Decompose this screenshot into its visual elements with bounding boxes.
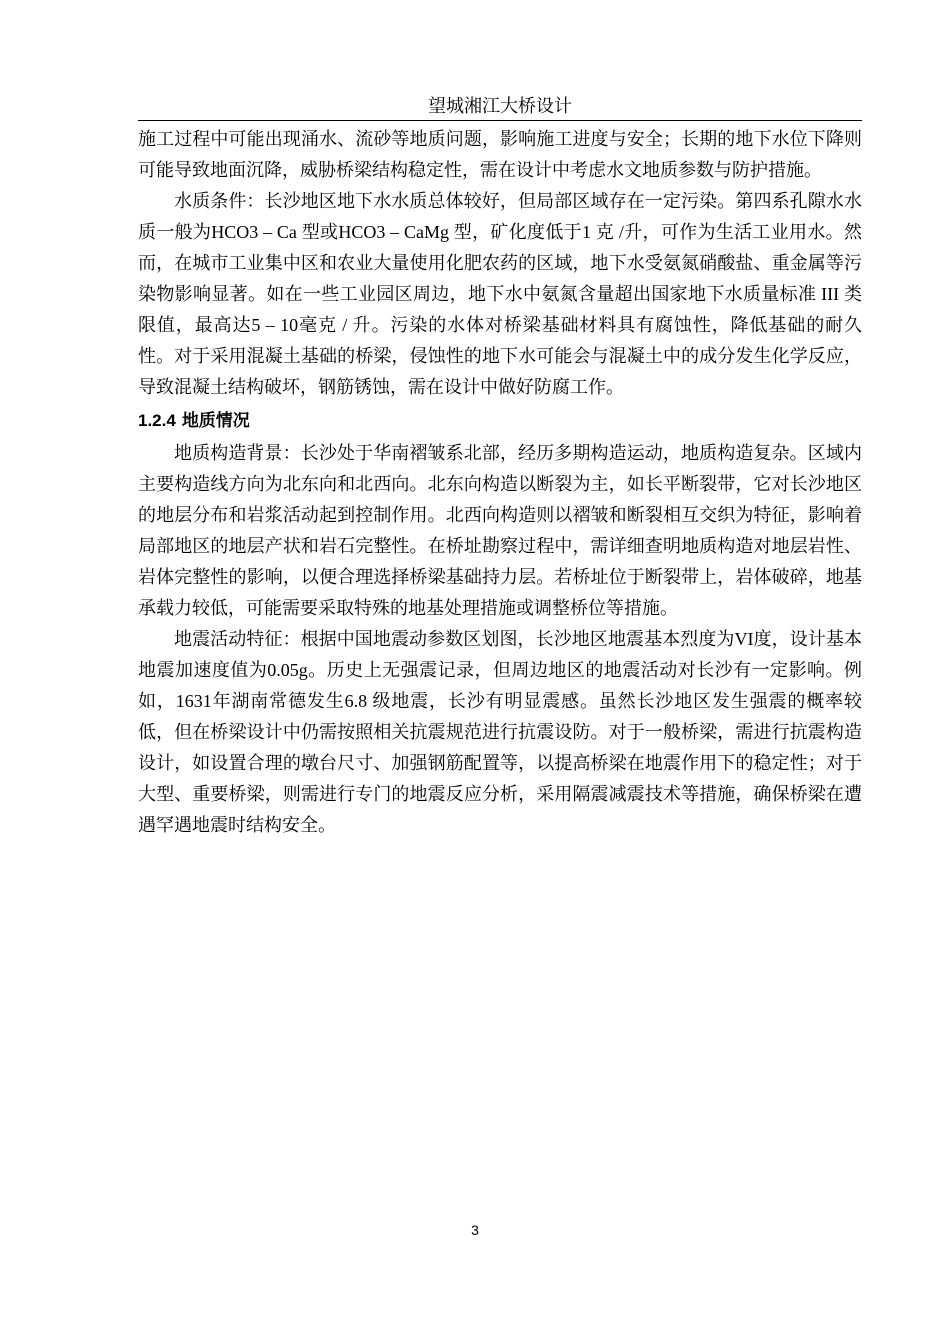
section-heading (138, 403, 862, 438)
paragraph-seismic-activity: 地震活动特征：根据中国地震动参数区划图，长沙地区地震基本烈度为VI度，设计基本地震加速度值为0.05g。历史上无强震记录，但周边地区的地震活动对长沙有一定影响。例如，1631年湖南常德发生6.8 级地震，长沙有明显震感。虽然长沙地区发生强震的概率较低，但在桥梁设计中仍需按照相关抗震规范进行抗震设防。对于一般桥梁，需进行抗震构造设计，如设置合理的墩台尺寸、加强钢筋配置等，以提高桥梁在地震作用下的稳定性；对于大型、重要桥梁，则需进行专门的地震反应分析，采用隔震减震技术等措施，确保桥梁在遭遇罕遇地震时结构安全。 (138, 629, 862, 835)
page-number: 3 (471, 1222, 479, 1238)
paragraph-groundwater-continued: 施工过程中可能出现涌水、流砂等地质问题，影响施工进度与安全；长期的地下水位下降则可能导致地面沉降，威胁桥梁结构稳定性，需在设计中考虑水文地质参数与防护措施。 (138, 129, 862, 180)
section-number: 1.2.4 (138, 411, 176, 430)
page-header-title: 望城湘江大桥设计 (428, 96, 572, 116)
paragraph-geologic-structure: 地质构造背景：长沙处于华南褶皱系北部，经历多期构造运动，地质构造复杂。区域内主要构造线方向为北东向和北西向。北东向构造以断裂为主，如长平断裂带，它对长沙地区的地层分布和岩浆活动起到控制作用。北西向构造则以褶皱和断裂相互交织为特征，影响着局部地区的地层产状和岩石完整性。在桥址勘察过程中，需详细查明地质构造对地层岩性、岩体完整性的影响，以便合理选择桥梁基础持力层。若桥址位于断裂带上，岩体破碎，地基承载力较低，可能需要采取特殊的地基处理措施或调整桥位等措施。 (138, 443, 862, 618)
section-title: 地质情况 (181, 411, 250, 430)
document-body (138, 124, 862, 841)
paragraph-water-quality: 水质条件：长沙地区地下水水质总体较好，但局部区域存在一定污染。第四系孔隙水水质一般为HCO3 – Ca 型或HCO3 – CaMg 型，矿化度低于1 克 /升，可作为生活工业用水。然而，在城市工业集中区和农业大量使用化肥农药的区域，地下水受氨氮硝酸盐、重金属等污染物影响显著。如在一些工业园区周边，地下水中氨氮含量超出国家地下水质量标准 III 类限值，最高达5 – 10毫克 / 升。污染的水体对桥梁基础材料具有腐蚀性，降低基础的耐久性。对于采用混凝土基础的桥梁，侵蚀性的地下水可能会与混凝土中的成分发生化学反应，导致混凝土结构破坏，钢筋锈蚀，需在设计中做好防腐工作。 (138, 191, 862, 397)
header-divider (138, 120, 862, 121)
